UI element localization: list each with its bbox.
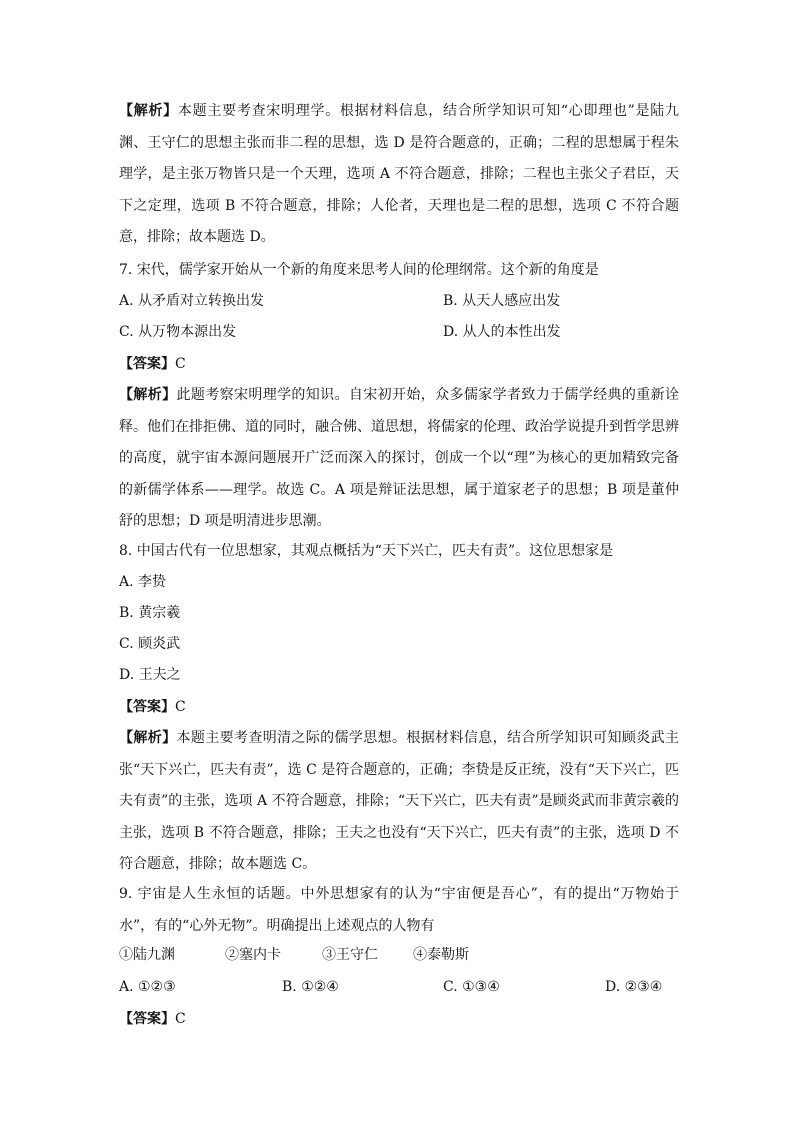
q8-analysis-label: 【解析】: [119, 730, 177, 746]
q8-option-b: B. 黄宗羲: [119, 605, 181, 621]
q9-item-3: ③王守仁: [322, 947, 378, 963]
q8-analysis-text: 本题主要考查明清之际的儒学思想。根据材料信息，结合所学知识可知顾炎武主张“天下兴亡，匹夫有责”，选 C 是符合题意的，正确；李贽是反正统，没有“天下兴亡，匹夫有责”的主张，选项 A 不符合题意，排除；“天下兴亡，匹夫有责”是顾炎武而非黄宗羲的主张，选项 B 不符合题意，排除；王夫之也没有“天下兴亡，匹夫有责”的主张，选项 D 不符合题意，排除；故本题选 C。: [119, 730, 680, 872]
q6-analysis-text: 本题主要考查宋明理学。根据材料信息，结合所学知识可知“心即理也”是陆九渊、王守仁的思想主张而非二程的思想，选 D 是符合题意的，正确；二程的思想属于程朱理学，是主张万物皆只是一个天理，选项 A 不符合题意，排除；二程也主张父子君臣，天下之定理，选项 B 不符合题意，排除；人伦者，天理也是二程的思想，选项 C 不符合题意，排除；故本题选 D。: [119, 103, 680, 245]
q7-stem: 7. 宋代，儒学家开始从一个新的角度来思考人间的伦理纲常。这个新的角度是: [119, 262, 599, 278]
q9-option-d: D. ②③④: [605, 979, 663, 995]
q8-option-c: C. 顾炎武: [119, 636, 181, 652]
q8-option-a: A. 李贽: [119, 574, 167, 590]
q6-analysis-label: 【解析】: [119, 103, 178, 119]
q7-option-b: B. 从天人感应出发: [443, 293, 561, 309]
q8-answer-value: C: [175, 699, 186, 715]
q9-item-2: ②塞内卡: [225, 947, 281, 963]
q8-answer: [119, 699, 679, 715]
q9-stem: 9. 宇宙是人生永恒的话题。中外思想家有的认为“宇宙便是吾心”，有的提出“万物始于水”，有的“心外无物”。明确提出上述观点的人物有: [119, 886, 679, 934]
q7-answer-label: 【答案】: [119, 356, 175, 372]
q9-option-b: B. ①②④: [282, 979, 339, 995]
q9-item-4: ④泰勒斯: [413, 947, 469, 963]
q7-option-c: C. 从万物本源出发: [119, 324, 237, 340]
q7-analysis-text: 此题考察宋明理学的知识。自宋初开始，众多儒家学者致力于儒学经典的重新诠释。他们在排拒佛、道的同时，融合佛、道思想，将儒家的伦理、政治学说提升到哲学思辨的高度，就宇宙本源问题展开广泛而深入的探讨，创成一个以“理”为核心的更加精致完备的新儒学体系——理学。故选 C。A 项是辩证法思想，属于道家老子的思想；B 项是董仲舒的思想；D 项是明清进步思潮。: [119, 387, 680, 529]
q8-answer-label: 【答案】: [119, 699, 175, 715]
q7-answer: [119, 356, 679, 372]
q7-option-a: A. 从矛盾对立转换出发: [119, 293, 265, 309]
q8-stem: 8. 中国古代有一位思想家，其观点概括为“天下兴亡，匹夫有责”。这位思想家是: [119, 543, 614, 559]
q7-analysis-label: 【解析】: [119, 387, 177, 403]
q9-option-c: C. ①③④: [443, 979, 500, 995]
q7-answer-value: C: [175, 356, 186, 372]
q8-option-d: D. 王夫之: [119, 667, 181, 683]
q9-answer-label: 【答案】: [119, 1011, 175, 1027]
q6-analysis: [119, 96, 679, 254]
q7-option-d: D. 从人的本性出发: [443, 324, 561, 340]
q8-analysis: [119, 723, 679, 881]
q9-option-a: A. ①②③: [119, 979, 176, 995]
q7-analysis: [119, 380, 679, 538]
q9-answer-value: C: [175, 1011, 186, 1027]
q9-answer: [119, 1011, 679, 1027]
q9-item-1: ①陆九渊: [119, 947, 175, 963]
